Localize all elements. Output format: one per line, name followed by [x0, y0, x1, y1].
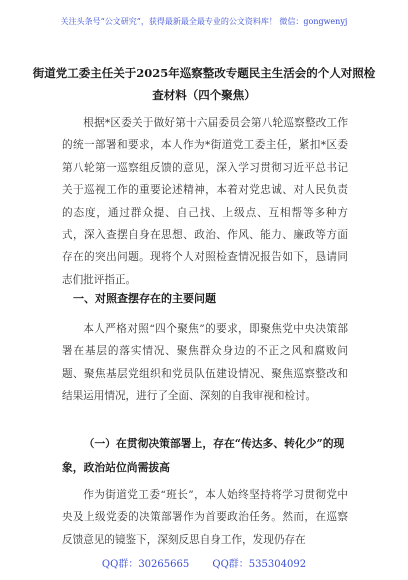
document-title: 街道党工委主任关于2025年巡察整改专题民主生活会的个人对照检查材料（四个聚焦） — [32, 66, 376, 102]
qq-group-1: QQ群：30265665 — [101, 559, 190, 570]
footer-contact — [0, 555, 408, 570]
subsection-heading: （一）在贯彻决策部署上，存在“传达多、转化少”的现象，政治站位尚需拔高 — [62, 437, 345, 474]
subsection-paragraph: 作为街道党工委“班长”，本人始终坚持将学习贯彻党中央及上级党委的决策部署作为首要政治任务。然而，在巡察反馈意见的镜鉴下，深刻反思自身工作，发现仍存在 — [62, 489, 348, 546]
section-paragraph: 本人严格对照“四个聚焦”的要求，即聚焦党中央决策部署在基层的落实情况、聚焦群众身边的不正之风和腐败问题、聚焦基层党组织和党员队伍建设情况、聚焦巡察整改和结果运用情况，进行了全面、深刻的自我审视和检讨。 — [62, 323, 348, 403]
promo-banner: 关注头条号“公文研究”，获得最新最全最专业的公文资料库！ 微信：gongwenyj — [60, 17, 348, 26]
section-heading: 一、对照查摆存在的主要问题 — [73, 292, 216, 305]
intro-paragraph: 根据*区委关于做好第十六届委员会第八轮巡察整改工作的统一部署和要求，本人作为*街道党工委主任，紧扣*区委第八轮第一巡察组反馈的意见，深入学习贯彻习近平总书记关于巡视工作的重要论述精神，本着对党忠诚、对人民负责的态度，通过群众提、自己找、上级点、互相帮等多种方式，深入查摆自身在思想、政治、作风、能力、廉政等方面存在的突出问题。现将个人对照检查情况报告如下，恳请同志们批评指正。 — [62, 117, 348, 286]
qq-group-2: QQ群：535304092 — [212, 559, 307, 570]
